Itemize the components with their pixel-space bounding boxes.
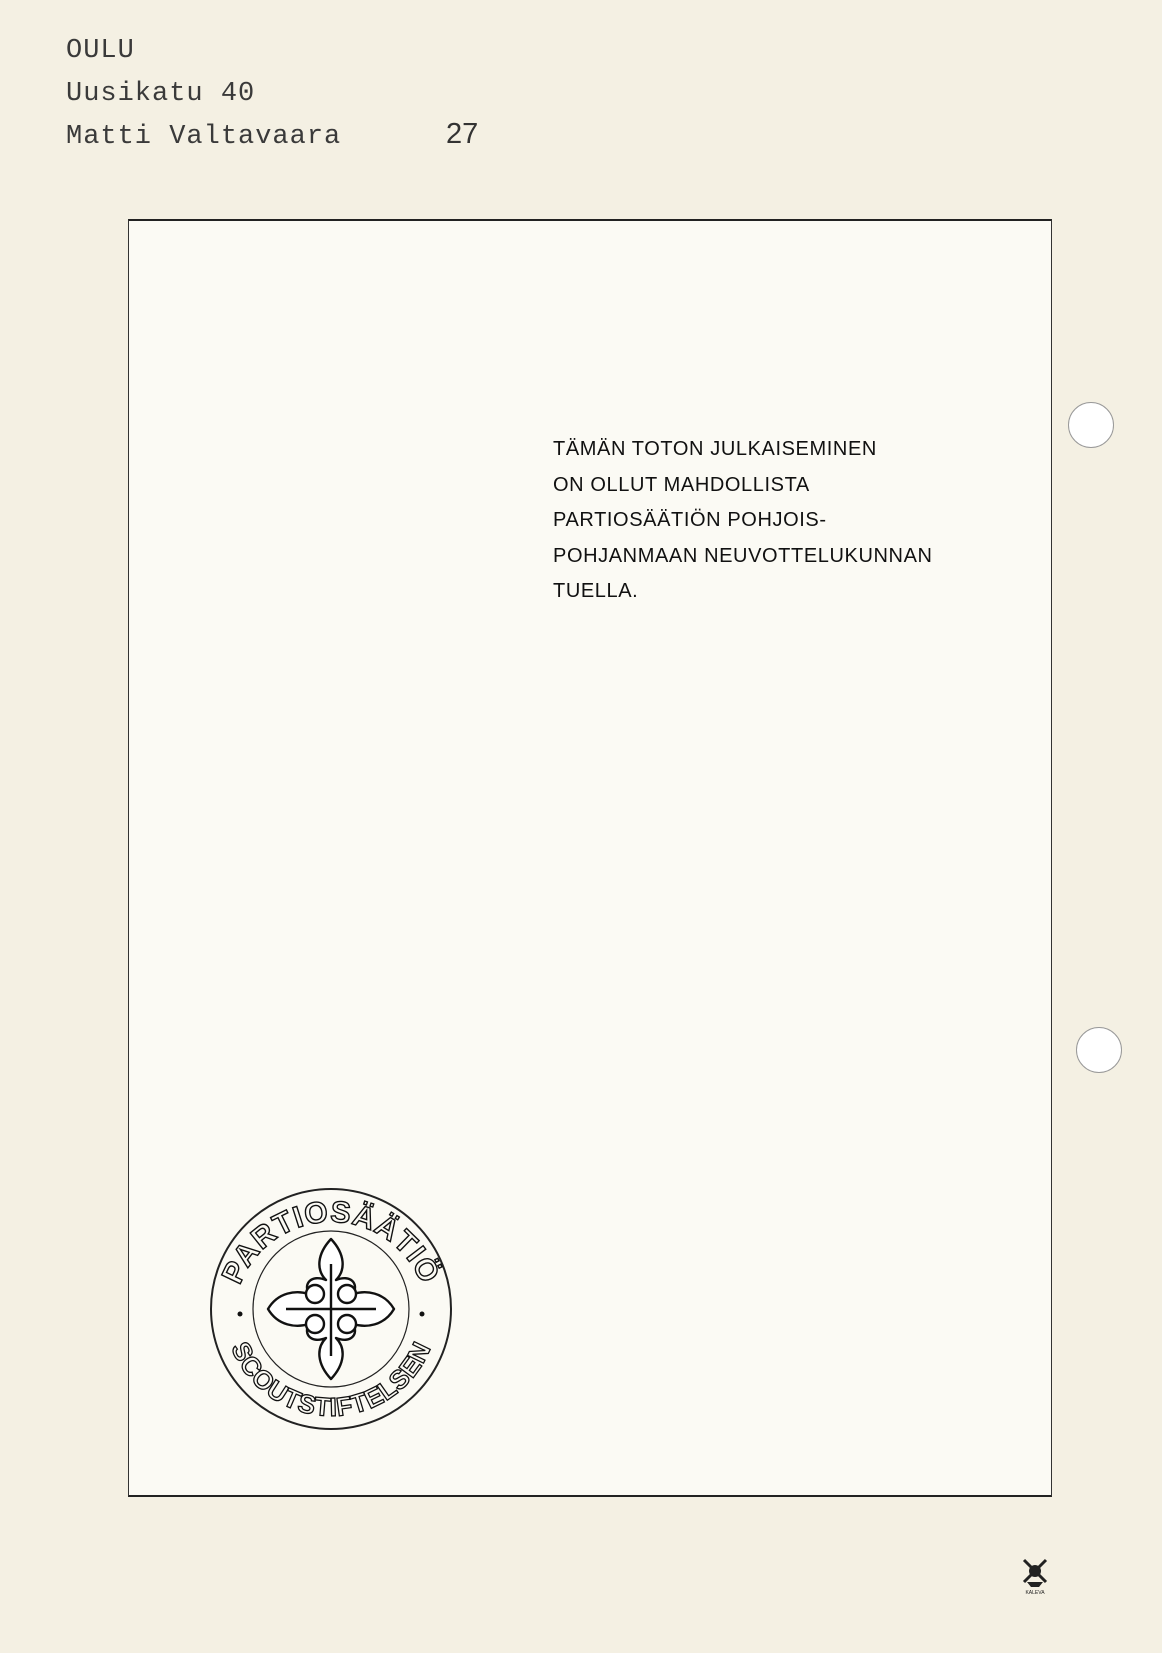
logo-top-text: PARTIOSÄÄTIÖ <box>215 1195 446 1289</box>
address-street: Uusikatu 40 <box>66 79 256 109</box>
logo-bottom-text: SCOUTSTIFTELSEN <box>225 1336 437 1423</box>
publisher-mark-label: KALEVA <box>1025 1590 1045 1596</box>
address-name: Matti Valtavaara <box>66 122 342 152</box>
punch-hole-upper <box>1068 402 1114 448</box>
notice-line: POHJANMAAN NEUVOTTELUKUNNAN <box>553 544 933 567</box>
sponsor-notice <box>553 432 933 610</box>
address-city: OULU <box>66 36 135 66</box>
kaleva-printer-icon <box>1018 1556 1052 1596</box>
notice-line: PARTIOSÄÄTIÖN POHJOIS- <box>553 509 827 531</box>
notice-line: TÄMÄN TOTON JULKAISEMINEN <box>553 438 877 460</box>
partiosaatio-logo <box>206 1184 456 1434</box>
typed-address-block <box>66 30 341 159</box>
notice-line: TUELLA. <box>553 580 639 602</box>
notice-line: ON OLLUT MAHDOLLISTA <box>553 473 810 496</box>
fleur-cross-icon <box>268 1239 394 1379</box>
page-number: 27 <box>446 118 479 150</box>
punch-hole-lower <box>1076 1027 1122 1073</box>
